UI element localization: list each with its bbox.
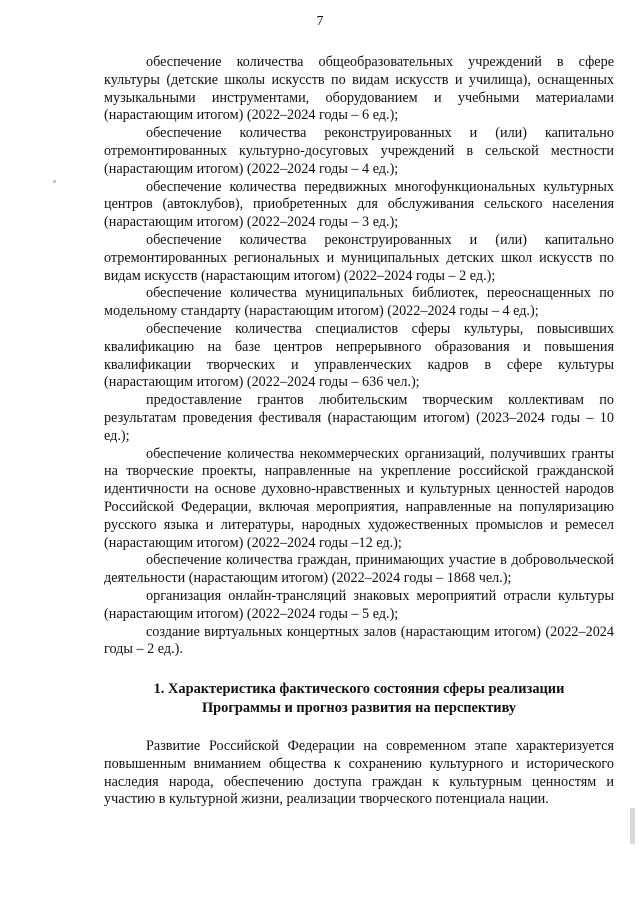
list-item: создание виртуальных концертных залов (нарастающим итогом) (2022–2024 годы – 2 ед.).: [104, 623, 614, 658]
list-item: организация онлайн-трансляций знаковых мероприятий отрасли культуры (нарастающим итогом) (2022–2024 годы – 5 ед.);: [104, 587, 614, 622]
section-paragraph: Развитие Российской Федерации на современном этапе характеризуется повышенным вниманием общества к сохранению культурного и исторического наследия народа, обеспечению доступа граждан к культурным ценностям и участию в культурной жизни, реализации творческого потенциала нации.: [104, 738, 614, 808]
scan-edge-mark: [630, 808, 635, 844]
list-item: обеспечение количества реконструированных и (или) капитально отремонтированных региональных и муниципальных детских школ искусств по видам искусств (нарастающим итогом) (2022–2024 годы – 2 ед.);: [104, 231, 614, 284]
section-body: [104, 738, 614, 809]
list-item: обеспечение количества реконструированных и (или) капитально отремонтированных культурно-досуговых учреждений в сельской местности (нарастающим итогом) (2022–2024 годы – 4 ед.);: [104, 125, 614, 177]
margin-mark: [53, 180, 56, 183]
section-heading-line-1: 1. Характеристика фактического состояния сферы реализации: [153, 681, 565, 698]
section-heading: [104, 659, 614, 738]
list-item: обеспечение количества передвижных многофункциональных культурных центров (автоклубов), приобретенных для обслуживания сельского населения (нарастающим итогом) (2022–2024 годы – 3 ед.);: [104, 178, 614, 231]
list-item: обеспечение количества специалистов сферы культуры, повысивших квалификацию на базе центров непрерывного образования и повышения квалификации творческих и управленческих кадров в сфере культуры (нарастающим итогом) (2022–2024 годы – 636 чел.);: [104, 320, 614, 391]
list-item: обеспечение количества некоммерческих организаций, получивших гранты на творческие проекты, направленные на укрепление российской гражданской идентичности на основе духовно-нравственных и культурных ценностей народов Российской Федерации, включая мероприятия, направленные на популяризацию русского языка и литературы, народных художественных промыслов и ремесел (нарастающим итогом) (2022–2024 годы –12 ед.);: [104, 445, 614, 551]
list-item: обеспечение количества муниципальных библиотек, переоснащенных по модельному стандарту (нарастающим итогом) (2022–2024 годы – 4 ед.);: [104, 285, 614, 320]
section-heading-line-2: Программы и прогноз развития на перспективу: [201, 700, 517, 717]
document-body: [104, 54, 614, 809]
list-item: предоставление грантов любительским творческим коллективам по результатам проведения фестиваля (нарастающим итогом) (2023–2024 годы – 10 ед.);: [104, 392, 614, 444]
list-item: обеспечение количества граждан, принимающих участие в добровольческой деятельности (нарастающим итогом) (2022–2024 годы – 1868 чел.);: [104, 552, 614, 587]
page-number: 7: [316, 14, 324, 29]
list-item: обеспечение количества общеобразовательных учреждений в сфере культуры (детские школы искусств по видам искусств и училища), оснащенных музыкальными инструментами, оборудованием и учебными материалами (нарастающим итогом) (2022–2024 годы – 6 ед.);: [104, 54, 614, 124]
